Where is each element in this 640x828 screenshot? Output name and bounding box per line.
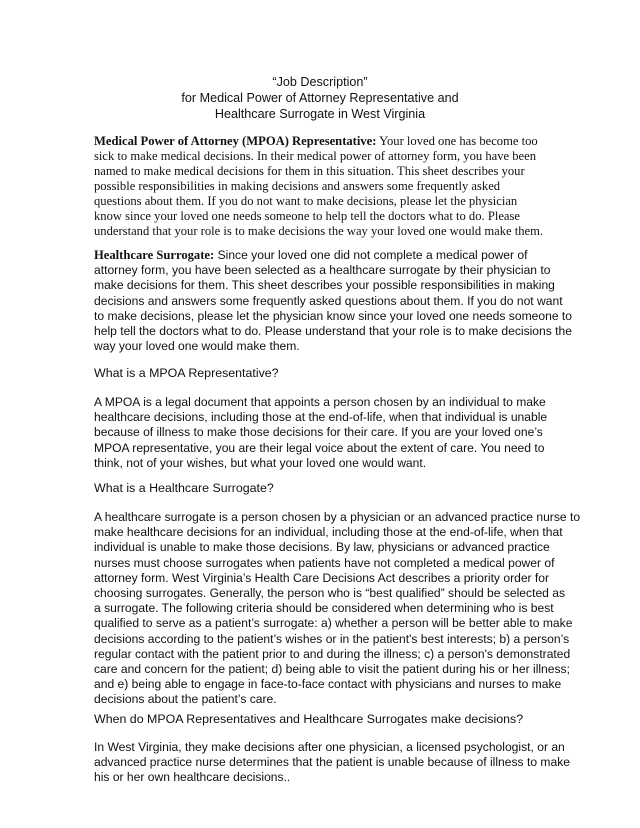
paragraph-line: to make decisions, please let the physician know since your loved one needs someone to [94,308,572,323]
paragraph-line: attorney form, you have been selected as a healthcare surrogate by their physician to [94,263,551,278]
title-line-3: Healthcare Surrogate in West Virginia [214,107,426,121]
mpoa-intro-paragraph [94,134,554,239]
paragraph-line: Your loved one has become too [376,134,538,148]
paragraph-line: regular contact with the patient prior to and during the illness; c) a person's demonstrated [94,646,571,661]
paragraph-line: help tell the doctors what to do. Please understand that your role is to make decisions the [94,324,572,339]
surrogate-intro-paragraph [94,248,572,354]
paragraph-line: a surrogate. The following criteria should be considered when determining who is best [94,601,554,616]
paragraph-line: healthcare decisions, including those at the end-of-life, when that individual is unable [94,410,548,425]
surrogate-answer-paragraph [94,510,581,708]
paragraph-line: choosing surrogates. Generally, the person who is “best qualified” should be selected as [94,586,566,601]
paragraph-line: sick to make medical decisions. In their medical power of attorney form, you have been [94,149,537,163]
paragraph-line: individual is unable to make those decisions. By law, physicians or advanced practice [94,540,550,555]
paragraph-line: decisions according to the patient’s wishes or in the patient's best interests; b) a person’s [94,631,570,646]
paragraph-line: A healthcare surrogate is a person chosen by a physician or an advanced practice nurse to [94,510,581,524]
paragraph-line: think, not of your wishes, but what your loved one would want. [94,455,427,470]
paragraph-line: care and concern for the patient; d) being able to visit the patient during his or her illness; [94,662,570,677]
paragraph-line: and e) being able to engage in face-to-face contact with physicians and nurses to make [94,677,562,692]
document-title [0,74,640,122]
paragraph-line: named to make medical decisions for them in this situation. This sheet describes your [94,164,525,178]
paragraph-line: decisions about the patient’s care. [94,692,277,707]
paragraph-line: possible responsibilities in making decisions and answers some frequently asked [94,179,501,193]
paragraph-line: qualified to serve as a patient’s surrogate: a) whether a person will be better able to make [94,616,573,631]
paragraph-line: make healthcare decisions for an individual, including those at the end-of-life, when that [94,525,563,540]
section-heading-surrogate: What is a Healthcare Surrogate? [94,481,274,495]
paragraph-line: decisions and answers some frequently asked questions about them. If you do not want [94,293,563,308]
paragraph-line: because of illness to make those decisions for their care. If you are your loved one’s [94,425,543,440]
paragraph-line: Since your loved one did not complete a medical power of [214,248,528,262]
paragraph-line: MPOA representative, you are their legal voice about the extent of care. You need to [94,440,545,455]
surrogate-intro-label: Healthcare Surrogate: [94,248,215,262]
paragraph-line: understand that your role is to make decisions the way your loved one would make them. [94,224,544,238]
when-answer-paragraph [94,740,570,786]
paragraph-line: attorney form. West Virginia’s Health Care Decisions Act describes a priority order for [94,570,550,585]
paragraph-line: A MPOA is a legal document that appoints a person chosen by an individual to make [94,395,546,409]
paragraph-line: his or her own healthcare decisions.. [94,770,291,785]
paragraph-line: way your loved one would make them. [94,339,300,354]
section-heading-mpoa: What is a MPOA Representative? [94,366,279,380]
paragraph-line: know since your loved one needs someone to help tell the doctors what to do. Please [94,209,520,223]
paragraph-line: make decisions for them. This sheet describes your possible responsibilities in making [94,278,555,293]
section-heading-when: When do MPOA Representatives and Healthcare Surrogates make decisions? [94,712,524,726]
title-line-1: “Job Description” [272,75,368,89]
paragraph-line: nurses must choose surrogates when patients have not completed a medical power of [94,555,555,570]
mpoa-answer-paragraph [94,395,554,471]
paragraph-line: advanced practice nurse determines that the patient is unable because of illness to make [94,755,570,770]
paragraph-line: questions about them. If you do not want to make decisions, please let the physician [94,194,518,208]
title-line-2: for Medical Power of Attorney Representative and [181,91,459,105]
paragraph-line: In West Virginia, they make decisions after one physician, a licensed psychologist, or an [94,740,565,754]
mpoa-intro-label: Medical Power of Attorney (MPOA) Representative: [94,134,377,148]
